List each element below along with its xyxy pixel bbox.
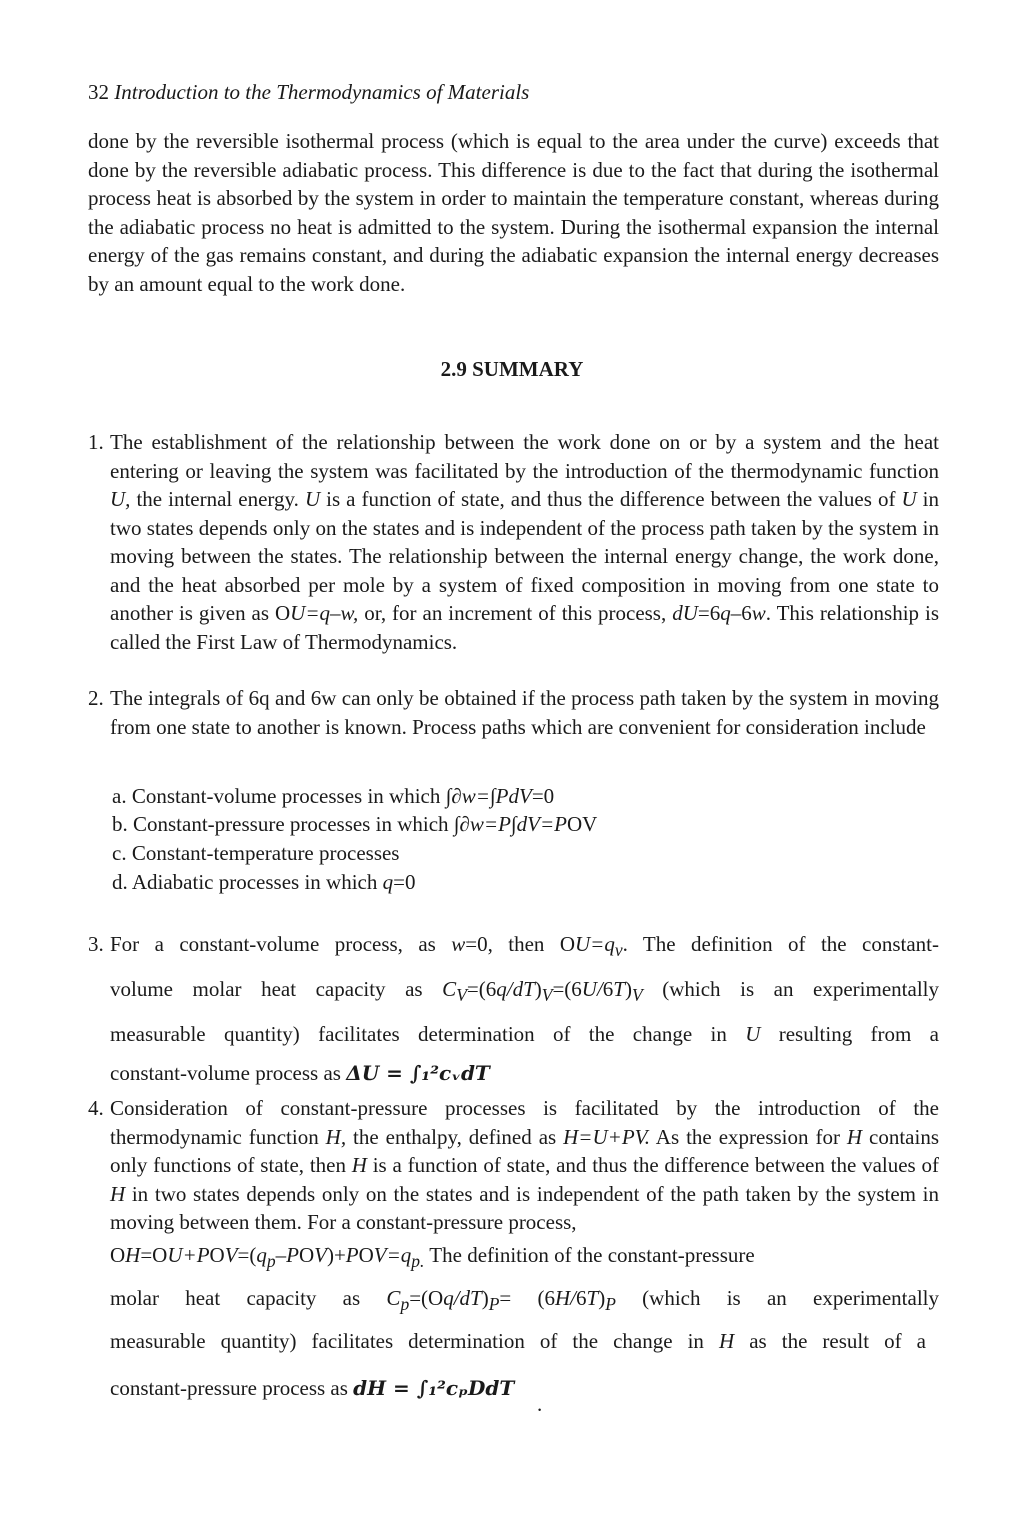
- book-title: Introduction to the Thermodynamics of Materials: [114, 80, 530, 104]
- item-line-3: measurable quantity) facilitates determination of the change in U resulting from a: [110, 1022, 939, 1047]
- intro-paragraph: done by the reversible isothermal process (which is equal to the area under the curve) exceeds that done by the reversible adiabatic process. This difference is due to the fact that during the isothermal process heat is absorbed by the system in order to maintain the temperature constant, whereas during the adiabatic process no heat is admitted to the system. During the isothermal expansion the internal energy of the gas remains constant, and during the adiabatic expansion the internal energy decreases by an amount equal to the work done.: [88, 129, 939, 296]
- item-text: The establishment of the relationship between the work done on or by a system and the heat entering or leaving the system was facilitated by the introduction of the thermodynamic function U, the internal energy. U is a function of state, and thus the difference between the values of U in two states depends only on the states and is independent of the process path taken by the system in moving between the states. The relationship between the internal energy change, the work done, and the heat absorbed per mole by a system of fixed composition in moving from one state to another is given as OU=q–w, or, for an increment of this process, dU=6q–6w. This relationship is called the First Law of Thermodynamics.: [110, 430, 939, 654]
- item-number: 1.: [88, 430, 104, 454]
- summary-item-4-continuation: [110, 1237, 939, 1407]
- item-text: The integrals of 6q and 6w can only be obtained if the process path taken by the system in moving from one state to another is known. Process paths which are convenient for consideration include: [110, 686, 939, 739]
- section-heading: 2.9 SUMMARY: [440, 357, 584, 381]
- equation-dh: dH = ∫₁²cₚDdT: [353, 1376, 515, 1401]
- running-header: [88, 80, 529, 105]
- item-line-8: measurable quantity) facilitates determination of the change in H as the result of a: [110, 1329, 926, 1354]
- item-number: 2.: [88, 686, 104, 710]
- item-line-6: $OH=OU+POV=(q_p-POV)+POV=q_{p.}$ The definition of the constant-pressure: [110, 1243, 755, 1272]
- sub-item-c: c. Constant-temperature processes: [112, 841, 400, 865]
- sub-item-a: a. Constant-volume processes in which ∫∂w=∫PdV=0: [112, 784, 555, 808]
- item-number: 4.: [88, 1096, 104, 1120]
- summary-item-1: [88, 428, 939, 656]
- summary-item-2: [88, 684, 939, 741]
- sub-item-d: d. Adiabatic processes in which q=0: [112, 870, 416, 894]
- item-line-2: volume molar heat capacity as $C_V=(6q/dT)_V=(6U/6T)_V$ (which is an experimentally: [110, 977, 939, 1006]
- page-number: 32: [88, 80, 109, 104]
- item-number: 3.: [88, 932, 104, 956]
- summary-item-4: [88, 1094, 939, 1237]
- item-line-1: For a constant-volume process, as w=0, then $OU=q_v$. The definition of the constant-: [110, 932, 939, 961]
- sub-item-b: b. Constant-pressure processes in which ∫∂w=P∫dV=POV: [112, 812, 598, 836]
- item-line-9: constant-pressure process as dH = ∫₁²cₚDdT: [110, 1376, 515, 1401]
- item-text: Consideration of constant-pressure processes is facilitated by the introduction of the thermodynamic function H, the enthalpy, defined as H=U+PV. As the expression for H contains only functions of state, then H is a function of state, and thus the difference between the values of H in two states depends only on the states and is independent of the path taken by the system in moving between them. For a constant-pressure process,: [110, 1096, 939, 1234]
- footer-dot: .: [537, 1392, 543, 1416]
- item-line-7: molar heat capacity as $C_p=(Oq/dT)_P= (6H/6T)_P$ (which is an experimentally: [110, 1286, 940, 1315]
- summary-item-3: [88, 925, 939, 1093]
- equation-delta-u: ΔU = ∫₁²cᵥdT: [346, 1061, 490, 1086]
- item-line-4: constant-volume process as ΔU = ∫₁²cᵥdT: [110, 1061, 490, 1086]
